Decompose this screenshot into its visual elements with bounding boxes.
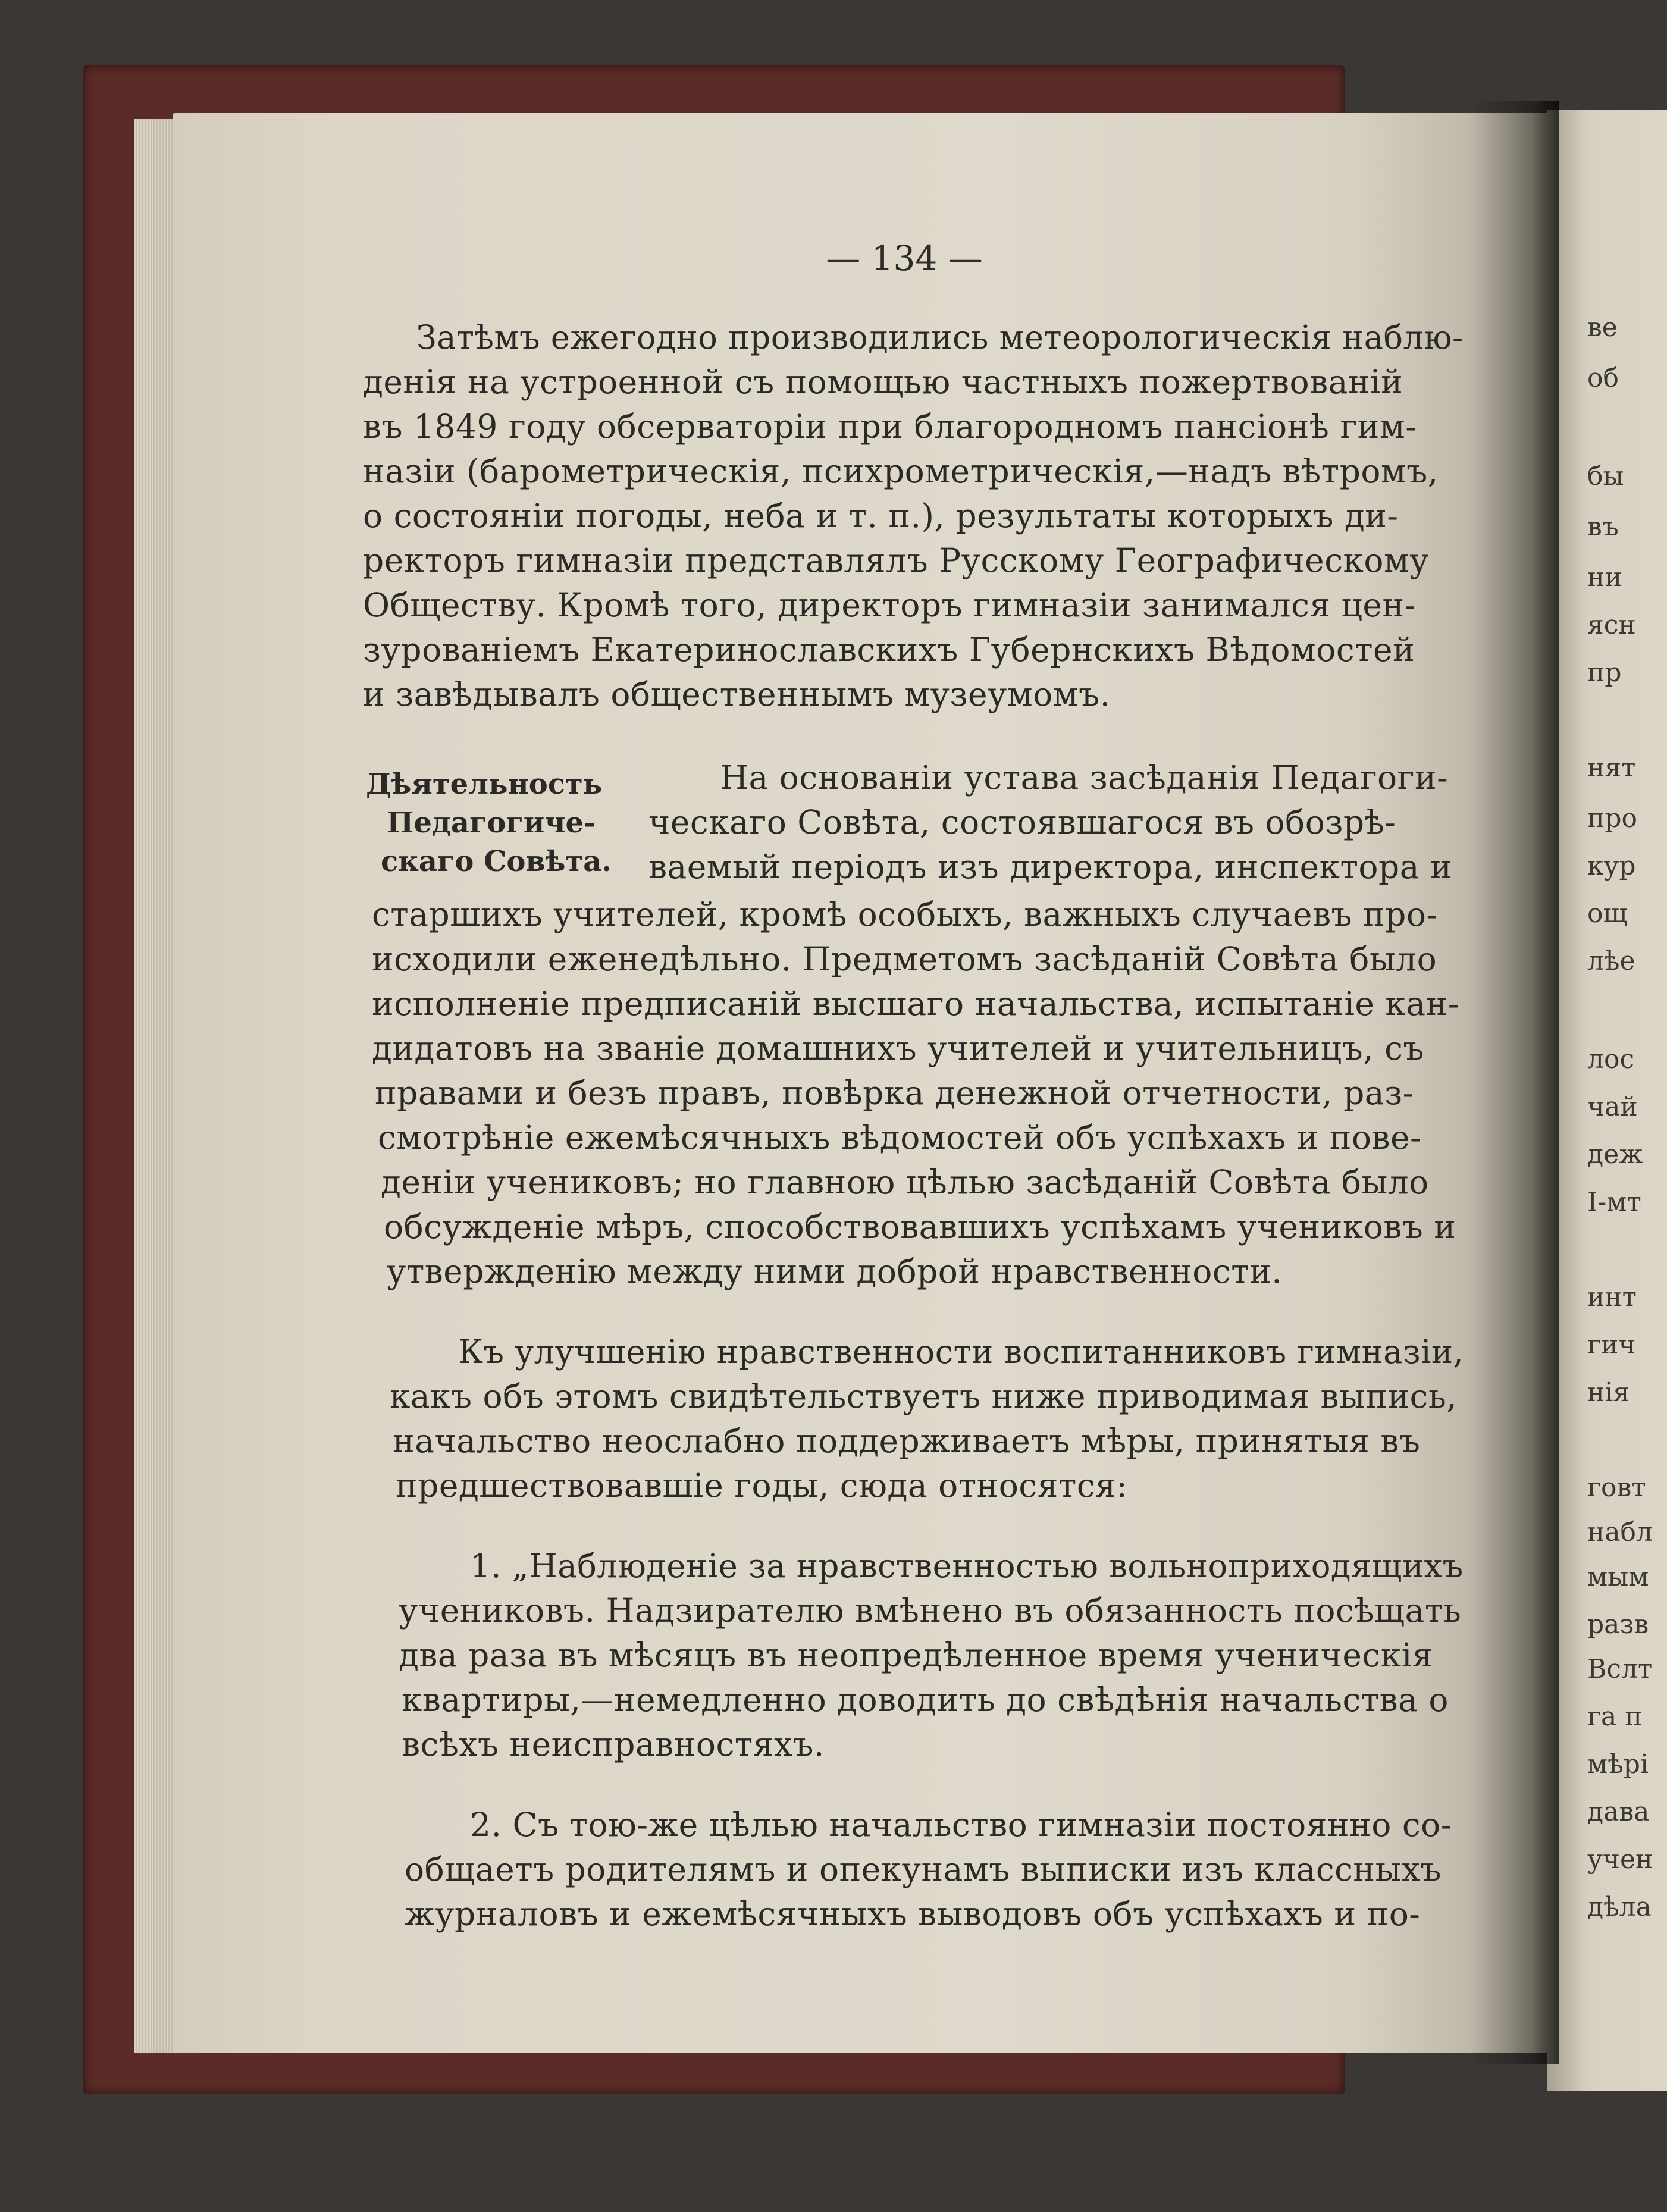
next-page-fragment: дѣла (1587, 1892, 1652, 1922)
next-page-fragment: чай (1587, 1092, 1638, 1122)
next-page-fragment: въ (1587, 512, 1619, 542)
next-page-fragment: учен (1587, 1844, 1653, 1875)
text-line: исполненіе предписаній высшаго начальства, испытаніе кан- (372, 985, 1459, 1023)
next-page-fragment: ясн (1587, 610, 1636, 640)
text-line: старшихъ учителей, кромѣ особыхъ, важныхъ случаевъ про- (372, 895, 1438, 933)
next-page-fragment: об (1587, 363, 1619, 393)
text-line: Обществу. Кромѣ того, директоръ гимназіи занимался цен- (363, 586, 1416, 624)
text-line: въ 1849 году обсерваторіи при благородномъ пансіонѣ гим- (363, 408, 1417, 446)
text-line: деніи учениковъ; но главною цѣлью засѣданій Совѣта было (381, 1163, 1429, 1201)
text-line: ректоръ гимназіи представлялъ Русскому Географическому (363, 541, 1430, 579)
text-line: какъ объ этомъ свидѣтельствуетъ ниже приводимая выпись, (390, 1377, 1458, 1415)
next-page-fragment: разв (1587, 1609, 1649, 1640)
text-line: квартиры,—немедленно доводить до свѣдѣнія начальства о (402, 1681, 1449, 1719)
text-line: правами и безъ правъ, повѣрка денежной отчетности, раз- (375, 1074, 1414, 1112)
next-page-fragment: I-мт (1587, 1187, 1641, 1217)
text-line: общаетъ родителямъ и опекунамъ выписки изъ классныхъ (405, 1850, 1442, 1888)
text-line: обсужденіе мѣръ, способствовавшихъ успѣхамъ учениковъ и (384, 1208, 1456, 1246)
next-page-fragment: ощ (1587, 898, 1628, 929)
next-page-fragment: нят (1587, 753, 1636, 783)
text-line: денія на устроенной съ помощью частныхъ пожертвованій (363, 363, 1403, 401)
text-line: назіи (барометрическія, психрометрическія,—надъ вѣтромъ, (363, 452, 1439, 490)
next-page-fragment: деж (1587, 1139, 1643, 1170)
text-line: На основаніи устава засѣданія Педагоги- (720, 759, 1449, 797)
next-page-fragment: инт (1587, 1282, 1637, 1312)
side-heading-line: Дѣятельность (366, 767, 603, 801)
side-heading-line: скаго Совѣта. (381, 845, 612, 878)
next-page-fragment: дава (1587, 1797, 1650, 1827)
text-line: ваемый періодъ изъ директора, инспектора и (648, 848, 1453, 886)
text-line: дидатовъ на званіе домашнихъ учителей и учительницъ, съ (372, 1029, 1424, 1067)
text-line: 2. Съ тою-же цѣлью начальство гимназіи постоянно со- (470, 1806, 1452, 1844)
text-line: зурованіемъ Екатеринославскихъ Губернскихъ Вѣдомостей (363, 631, 1415, 669)
text-line: два раза въ мѣсяцъ въ неопредѣленное время ученическія (399, 1636, 1433, 1674)
next-page-fragment: мѣрі (1587, 1749, 1649, 1779)
text-line: предшествовавшіе годы, сюда относятся: (396, 1467, 1128, 1505)
next-page-fragment: лос (1587, 1044, 1635, 1074)
next-page-fragment: лѣе (1587, 946, 1635, 976)
next-page-fragment: нія (1587, 1377, 1630, 1408)
next-page-fragment: га п (1587, 1702, 1643, 1732)
text-line: Къ улучшенію нравственности воспитанниковъ гимназіи, (458, 1333, 1464, 1371)
next-page-fragment: бы (1587, 461, 1624, 491)
next-page-fragment: пр (1587, 657, 1622, 688)
next-page-fragment: набл (1587, 1517, 1653, 1547)
text-line: учениковъ. Надзирателю вмѣнено въ обязанность посѣщать (399, 1591, 1462, 1630)
text-line: исходили еженедѣльно. Предметомъ засѣданій Совѣта было (372, 940, 1437, 978)
next-page-fragment: гич (1587, 1330, 1636, 1360)
next-page-fragment: мым (1587, 1562, 1649, 1592)
next-page-fragment: ве (1587, 312, 1618, 343)
page-number: — 134 — (826, 238, 983, 278)
next-page-fragment: Вслт (1587, 1654, 1653, 1684)
spine-shadow (1469, 101, 1559, 2064)
text-line: начальство неослабно поддерживаетъ мѣры, принятыя въ (393, 1422, 1421, 1460)
text-line: всѣхъ неисправностяхъ. (402, 1725, 825, 1763)
next-page-fragment: ни (1587, 562, 1622, 593)
text-line: Затѣмъ ежегодно производились метеорологическія наблю- (416, 318, 1464, 356)
text-line: ческаго Совѣта, состоявшагося въ обозрѣ- (648, 803, 1396, 841)
next-page-fragment: про (1587, 803, 1637, 834)
text-line: смотрѣніе ежемѣсячныхъ вѣдомостей объ успѣхахъ и пове- (378, 1118, 1422, 1157)
text-line: о состояніи погоды, неба и т. п.), результаты которыхъ ди- (363, 497, 1399, 535)
next-page-fragment: кур (1587, 851, 1636, 881)
text-line: журналовъ и ежемѣсячныхъ выводовъ объ успѣхахъ и по- (405, 1895, 1421, 1933)
side-heading-line: Педагогиче- (387, 806, 596, 839)
text-line: и завѣдывалъ общественнымъ музеумомъ. (363, 675, 1111, 713)
text-line: 1. „Наблюденіе за нравственностью вольноприходящихъ (470, 1547, 1464, 1585)
text-line: утвержденію между ними доброй нравственности. (387, 1252, 1283, 1290)
next-page-fragment: говт (1587, 1472, 1646, 1503)
